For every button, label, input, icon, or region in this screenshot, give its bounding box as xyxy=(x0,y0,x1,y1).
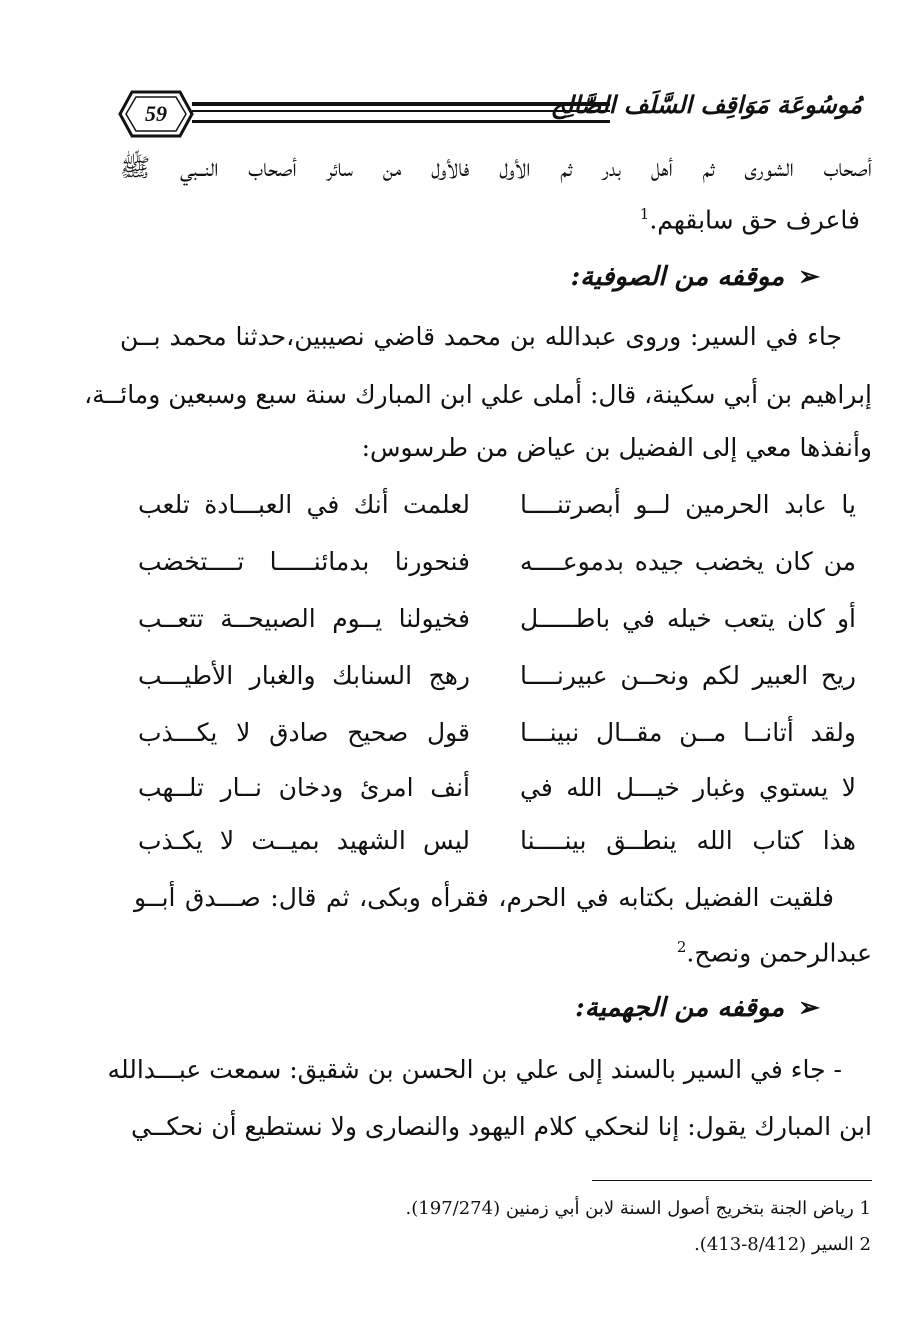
verse-hemistich: ريح العبير لكم ونحــن عبيرنــــا xyxy=(520,661,856,690)
header-rule xyxy=(192,102,610,123)
footnote xyxy=(694,1234,871,1255)
verse-hemistich: هذا كتاب الله ينطــق بينــــنا xyxy=(520,826,856,855)
verse-hemistich: يا عابد الحرمين لــو أبصرتنــــا xyxy=(520,490,856,519)
footnote-text: السير (8/412-413). xyxy=(694,1234,854,1255)
verse-hemistich: رهج السنابك والغبار الأطيـــب xyxy=(138,661,470,690)
book-title: مُوسُوعَة مَوَاقِف السَّلَف الصَّالِح xyxy=(550,90,862,119)
text-span: فاعرف حق سابقهم. xyxy=(649,205,860,235)
text-line xyxy=(120,205,860,234)
text-line: أصحاب الشورى ثم أهل بدر ثم الأول فالأول من سائر أصحاب النــبي ﷺ xyxy=(120,153,872,182)
section-heading-text: موقفه من الجهمية: xyxy=(575,993,785,1023)
verse-hemistich: ليس الشهيد بميــت لا يكـذب xyxy=(138,826,470,855)
text-line: ابن المبارك يقول: إنا لنحكي كلام اليهود والنصارى ولا نستطيع أن نحكــي xyxy=(130,1112,872,1141)
text-span: عبدالرحمن ونصح. xyxy=(686,938,872,968)
arrow-bullet-icon: ➢ xyxy=(798,262,820,292)
text-line: إبراهيم بن أبي سكينة، قال: أملى علي ابن المبارك سنة سبع وسبعين ومائــة، xyxy=(84,380,872,409)
section-heading xyxy=(120,993,820,1023)
text-line: وأنفذها معي إلى الفضيل بن عياض من طرسوس: xyxy=(361,433,872,462)
text-line xyxy=(120,938,872,967)
footnote-ref: 1 xyxy=(639,205,650,223)
footnote-number: 2 xyxy=(859,1234,871,1255)
verse-hemistich: فنحورنا بدمائنـــــا تــــتخضب xyxy=(138,547,470,576)
verse-hemistich: لعلمت أنك في العبـــادة تلعب xyxy=(138,490,470,519)
footnote-ref: 2 xyxy=(676,938,687,956)
page-number-badge xyxy=(118,90,194,138)
section-heading-text: موقفه من الصوفية: xyxy=(570,262,785,292)
footnote-rule xyxy=(592,1180,872,1181)
text-line: فلقيت الفضيل بكتابه في الحرم، فقرأه وبكى، ثم قال: صـــدق أبــو xyxy=(134,883,834,912)
verse-hemistich: لا يستوي وغبار خيـــل الله في xyxy=(520,773,856,802)
footnote-text: رياض الجنة بتخريج أصول السنة لابن أبي زمنين (197/274). xyxy=(405,1198,854,1219)
verse-hemistich: قول صحيح صادق لا يكـــذب xyxy=(138,718,470,747)
text-line: - جاء في السير بالسند إلى علي بن الحسن بن شقيق: سمعت عبـــدالله xyxy=(107,1055,842,1084)
verse-hemistich: ولقد أتانــا مــن مقــال نبينـــا xyxy=(520,718,856,747)
section-heading xyxy=(120,262,820,292)
footnote-number: 1 xyxy=(859,1198,871,1219)
arrow-bullet-icon: ➢ xyxy=(798,993,820,1023)
page-header xyxy=(100,84,870,146)
text-line: جاء في السير: وروى عبدالله بن محمد قاضي نصيبين،حدثنا محمد بــن xyxy=(120,322,842,351)
page-number: 59 xyxy=(145,101,167,126)
verse-hemistich: من كان يخضب جيده بدموعــــه xyxy=(520,547,856,576)
footnote xyxy=(406,1198,871,1219)
verse-hemistich: أو كان يتعب خيله في باطـــــل xyxy=(520,604,856,633)
verse-hemistich: أنف امرئ ودخان نــار تلــهب xyxy=(138,773,470,802)
verse-hemistich: فخيولنا يــوم الصبيحــة تتعــب xyxy=(138,604,470,633)
